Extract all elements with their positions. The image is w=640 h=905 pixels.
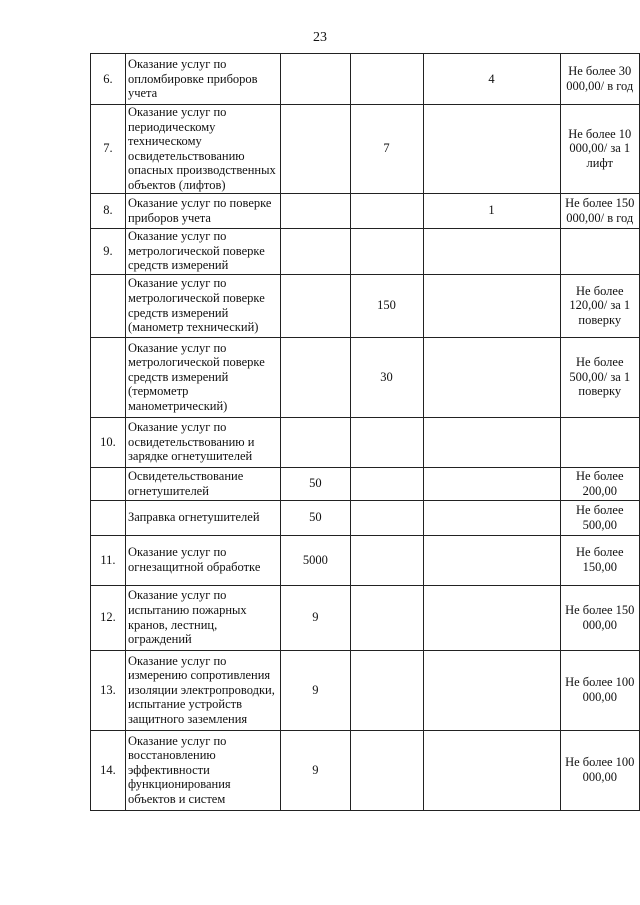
quantity-cell <box>281 193 350 228</box>
service-name-cell: Заправка огнетушителей <box>125 500 280 535</box>
table-row <box>91 467 640 500</box>
price-cell: Не более 30 000,00/ в год <box>560 54 639 105</box>
table-row <box>91 730 640 810</box>
quantity-cell <box>423 105 560 194</box>
row-number-cell: 7. <box>91 105 126 194</box>
row-number-cell: 11. <box>91 535 126 585</box>
service-name-cell: Оказание услуг по метрологической поверке средств измерений (термометр манометрический) <box>125 337 280 417</box>
quantity-cell <box>281 105 350 194</box>
table-row <box>91 274 640 337</box>
quantity-cell <box>350 417 423 467</box>
row-number-cell: 6. <box>91 54 126 105</box>
quantity-cell: 1 <box>423 193 560 228</box>
quantity-cell <box>350 585 423 650</box>
quantity-cell: 50 <box>281 467 350 500</box>
table-row <box>91 417 640 467</box>
quantity-cell <box>281 54 350 105</box>
service-name-cell: Оказание услуг по освидетельствованию и зарядке огнетушителей <box>125 417 280 467</box>
row-number-cell: 12. <box>91 585 126 650</box>
price-cell: Не более 500,00/ за 1 поверку <box>560 337 639 417</box>
table-row <box>91 193 640 228</box>
service-name-cell: Оказание услуг по испытанию пожарных кранов, лестниц, ограждений <box>125 585 280 650</box>
price-cell: Не более 100 000,00 <box>560 730 639 810</box>
quantity-cell <box>423 500 560 535</box>
price-cell <box>560 228 639 274</box>
quantity-cell <box>281 228 350 274</box>
quantity-cell <box>350 193 423 228</box>
service-name-cell: Оказание услуг по опломбировке приборов учета <box>125 54 280 105</box>
quantity-cell <box>423 730 560 810</box>
row-number-cell: 13. <box>91 650 126 730</box>
table-row <box>91 337 640 417</box>
price-cell: Не более 10 000,00/ за 1 лифт <box>560 105 639 194</box>
quantity-cell <box>423 274 560 337</box>
table-row <box>91 585 640 650</box>
service-name-cell: Оказание услуг по измерению сопротивления изоляции электропроводки, испытание устройств защитного заземления <box>125 650 280 730</box>
price-cell: Не более 100 000,00 <box>560 650 639 730</box>
price-cell: Не более 150 000,00/ в год <box>560 193 639 228</box>
quantity-cell <box>423 337 560 417</box>
quantity-cell <box>350 535 423 585</box>
row-number-cell: 14. <box>91 730 126 810</box>
quantity-cell <box>423 228 560 274</box>
quantity-cell: 9 <box>281 650 350 730</box>
quantity-cell <box>350 730 423 810</box>
row-number-cell <box>91 337 126 417</box>
quantity-cell <box>350 228 423 274</box>
price-cell: Не более 200,00 <box>560 467 639 500</box>
quantity-cell <box>350 650 423 730</box>
row-number-cell: 10. <box>91 417 126 467</box>
table-row <box>91 105 640 194</box>
table-row <box>91 650 640 730</box>
row-number-cell <box>91 274 126 337</box>
quantity-cell <box>423 585 560 650</box>
quantity-cell: 150 <box>350 274 423 337</box>
service-name-cell: Оказание услуг по поверке приборов учета <box>125 193 280 228</box>
quantity-cell <box>350 467 423 500</box>
row-number-cell: 9. <box>91 228 126 274</box>
service-name-cell: Оказание услуг по огнезащитной обработке <box>125 535 280 585</box>
quantity-cell <box>423 650 560 730</box>
quantity-cell: 4 <box>423 54 560 105</box>
row-number-cell <box>91 500 126 535</box>
price-cell: Не более 150,00 <box>560 535 639 585</box>
table-row <box>91 54 640 105</box>
quantity-cell: 30 <box>350 337 423 417</box>
page-number: 23 <box>313 30 327 45</box>
row-number-cell <box>91 467 126 500</box>
price-cell: Не более 150 000,00 <box>560 585 639 650</box>
quantity-cell <box>350 500 423 535</box>
service-name-cell: Оказание услуг по метрологической поверке средств измерений (манометр технический) <box>125 274 280 337</box>
table-row <box>91 535 640 585</box>
service-name-cell: Освидетельствование огнетушителей <box>125 467 280 500</box>
service-name-cell: Оказание услуг по восстановлению эффективности функционирования объектов и систем <box>125 730 280 810</box>
quantity-cell <box>423 467 560 500</box>
quantity-cell <box>281 417 350 467</box>
row-number-cell: 8. <box>91 193 126 228</box>
service-name-cell: Оказание услуг по метрологической поверке средств измерений <box>125 228 280 274</box>
quantity-cell: 9 <box>281 585 350 650</box>
price-cell: Не более 500,00 <box>560 500 639 535</box>
quantity-cell: 7 <box>350 105 423 194</box>
services-table <box>90 53 640 811</box>
quantity-cell <box>423 417 560 467</box>
quantity-cell: 5000 <box>281 535 350 585</box>
service-name-cell: Оказание услуг по периодическому техническому освидетельствованию опасных производственных объектов (лифтов) <box>125 105 280 194</box>
quantity-cell <box>281 274 350 337</box>
price-cell: Не более 120,00/ за 1 поверку <box>560 274 639 337</box>
quantity-cell: 50 <box>281 500 350 535</box>
services-table-body <box>91 54 640 811</box>
quantity-cell <box>350 54 423 105</box>
quantity-cell <box>281 337 350 417</box>
quantity-cell <box>423 535 560 585</box>
table-row <box>91 228 640 274</box>
quantity-cell: 9 <box>281 730 350 810</box>
table-row <box>91 500 640 535</box>
price-cell <box>560 417 639 467</box>
